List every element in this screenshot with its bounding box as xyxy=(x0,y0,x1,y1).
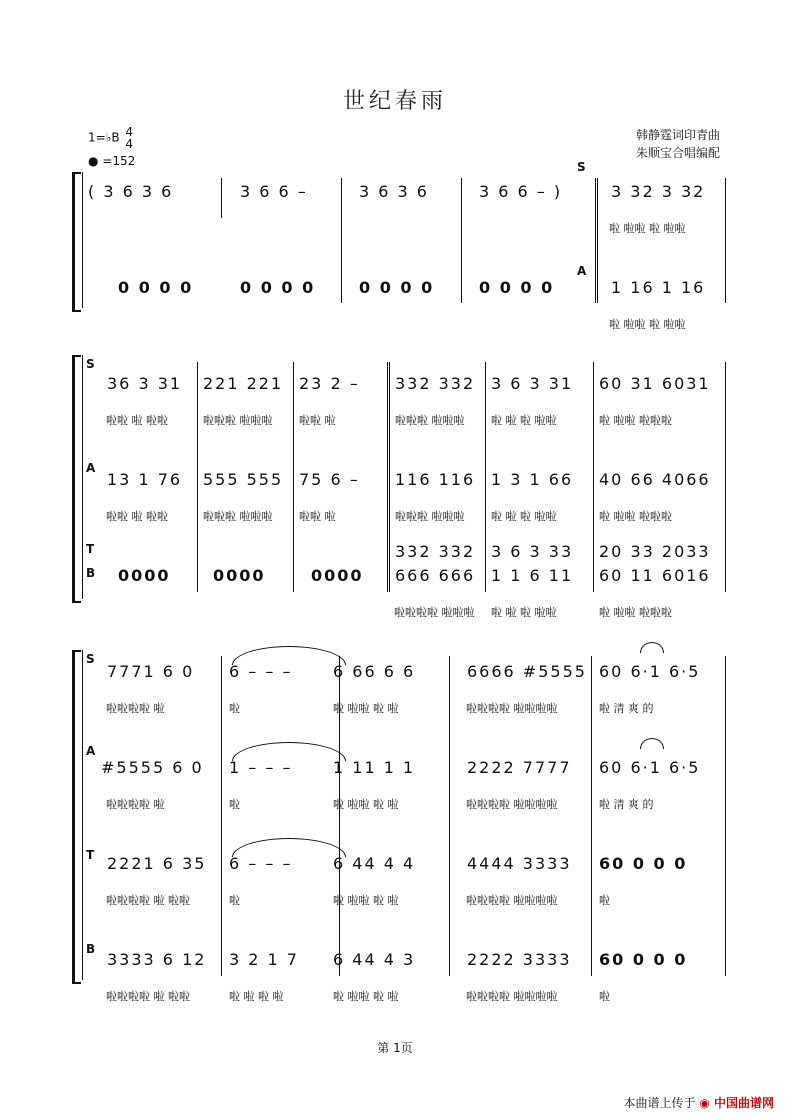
rest-measure: 0 0 0 0 xyxy=(359,278,435,297)
key-label: 1=♭B xyxy=(88,130,120,145)
system-line xyxy=(82,355,83,599)
barline xyxy=(221,178,222,218)
tenor-measure: 332 332 xyxy=(395,542,476,561)
system-brace xyxy=(72,650,81,984)
site-logo[interactable] xyxy=(699,1094,774,1111)
alto-measure: #5555 6 0 xyxy=(101,758,204,777)
soprano-lyric: 啦啦啦啦 啦啦啦啦 xyxy=(466,702,558,715)
soprano-measure: 6 66 6 6 xyxy=(333,662,416,681)
barline xyxy=(293,362,294,592)
alto-measure: 13 1 76 xyxy=(107,470,183,489)
bass-lyric: 啦 xyxy=(599,990,610,1003)
soprano-measure: 6666 #5555 xyxy=(467,662,587,681)
soprano-lyric: 啦 啦啦 啦 啦 xyxy=(333,702,399,715)
upload-credit xyxy=(623,1094,774,1111)
page-title: 世纪春雨 xyxy=(342,89,447,114)
soprano-lyric: 啦啦 啦 xyxy=(299,414,336,427)
intro-measure: 3 6 3 6 xyxy=(359,182,429,201)
tempo-mark xyxy=(88,154,135,168)
tenor-bass-lyric: 啦 啦 啦 啦啦 xyxy=(491,606,557,619)
alto-measure: 555 555 xyxy=(203,470,284,489)
barline xyxy=(461,178,462,303)
barline xyxy=(387,362,388,592)
alto-lyric: 啦 啦啦 啦 啦 xyxy=(333,798,399,811)
soprano-measure: 3 6 3 31 xyxy=(491,374,574,393)
site-logo-text: 中国曲谱网 xyxy=(713,1096,774,1110)
key-signature xyxy=(88,126,133,150)
barline xyxy=(725,362,726,592)
page-number: 第 1页 xyxy=(377,1041,413,1055)
tenor-lyric: 啦 xyxy=(599,894,610,907)
barline xyxy=(389,362,390,592)
tenor-measure: 2221 6 35 xyxy=(107,854,207,873)
bass-measure: 2222 3333 xyxy=(467,950,572,969)
soprano-lyric: 啦啦啦啦 啦 xyxy=(106,702,165,715)
alto-lyric: 啦啦 啦 啦啦 xyxy=(106,510,168,523)
bass-measure: 0000 xyxy=(311,566,364,585)
soprano-measure: 7771 6 0 xyxy=(107,662,195,681)
tenor-lyric: 啦啦啦啦 啦啦啦啦 xyxy=(466,894,558,907)
barline xyxy=(221,656,222,976)
soprano-lyric: 啦 清 爽 的 xyxy=(599,702,654,715)
alto-measure: 1 11 1 1 xyxy=(333,758,416,777)
soprano-measure: 6 – – – xyxy=(229,662,293,681)
alto-measure: 2222 7777 xyxy=(467,758,572,777)
upload-text: 本曲谱上传于 xyxy=(623,1096,696,1110)
soprano-measure: 332 332 xyxy=(395,374,476,393)
soprano-lyric: 啦啦 啦 啦啦 xyxy=(106,414,168,427)
alto-measure: 1 – – – xyxy=(229,758,293,777)
soprano-measure: 60 31 6031 xyxy=(599,374,711,393)
soprano-measure: 36 3 31 xyxy=(107,374,183,393)
bass-lyric: 啦啦啦啦 啦 啦啦 xyxy=(106,990,190,1003)
barline xyxy=(341,178,342,303)
bass-measure: 60 11 6016 xyxy=(599,566,711,585)
voice-label-alto: A xyxy=(86,461,96,475)
bass-measure: 0000 xyxy=(213,566,266,585)
barline xyxy=(725,178,726,303)
voice-label-soprano: S xyxy=(86,357,95,371)
bass-measure: 666 666 xyxy=(395,566,476,585)
system-brace xyxy=(72,172,81,312)
tie-slur xyxy=(640,642,664,653)
bass-measure: 3 2 1 7 xyxy=(229,950,299,969)
barline xyxy=(597,178,598,303)
tenor-measure: 20 33 2033 xyxy=(599,542,711,561)
tenor-measure: 6 – – – xyxy=(229,854,293,873)
intro-measure: 3 6 6 – xyxy=(240,182,308,201)
tenor-bass-lyric: 啦 啦啦 啦啦啦 xyxy=(599,606,672,619)
alto-measure: 1 3 1 66 xyxy=(491,470,574,489)
voice-label-tenor: T xyxy=(86,542,95,556)
rest-measure: 0 0 0 0 xyxy=(479,278,555,297)
bass-lyric: 啦啦啦啦 啦啦啦啦 xyxy=(466,990,558,1003)
credits xyxy=(636,126,720,162)
bass-measure: 6 44 4 3 xyxy=(333,950,416,969)
barline xyxy=(449,656,450,976)
alto-lyric: 啦 啦啦 啦 啦啦 xyxy=(609,318,686,331)
bass-measure: 1 1 6 11 xyxy=(491,566,574,585)
soprano-lyric: 啦 xyxy=(229,702,240,715)
voice-label-bass: B xyxy=(86,566,96,580)
rest-measure: 0 0 0 0 xyxy=(240,278,316,297)
tenor-measure: 4444 3333 xyxy=(467,854,572,873)
alto-measure: 116 116 xyxy=(395,470,476,489)
bass-lyric: 啦 啦啦 啦 啦 xyxy=(333,990,399,1003)
alto-notes: 1 16 1 16 xyxy=(611,278,706,297)
bass-measure: 3333 6 12 xyxy=(107,950,207,969)
tempo-value: =152 xyxy=(102,154,136,168)
soprano-lyric: 啦 啦 啦 啦啦 xyxy=(491,414,557,427)
soprano-measure: 60 6·1 6·5 xyxy=(599,662,701,681)
tenor-lyric: 啦 啦啦 啦 啦 xyxy=(333,894,399,907)
soprano-measure: 23 2 – xyxy=(299,374,360,393)
voice-label-soprano: S xyxy=(577,160,586,174)
barline xyxy=(595,178,596,303)
alto-lyric: 啦啦 啦 xyxy=(299,510,336,523)
intro-measure: 3 6 6 – ) xyxy=(479,182,563,201)
soprano-measure: 221 221 xyxy=(203,374,284,393)
tenor-measure: 6 44 4 4 xyxy=(333,854,416,873)
alto-lyric: 啦啦啦啦 啦 xyxy=(106,798,165,811)
soprano-lyric: 啦 啦啦 啦啦啦 xyxy=(599,414,672,427)
tenor-lyric: 啦啦啦啦 啦 啦啦 xyxy=(106,894,190,907)
lyricist-composer: 韩静霆词印青曲 xyxy=(635,128,720,142)
alto-lyric: 啦啦啦啦 啦啦啦啦 xyxy=(466,798,558,811)
rest-measure: 0 0 0 0 xyxy=(118,278,194,297)
alto-lyric: 啦 啦 啦 啦啦 xyxy=(491,510,557,523)
voice-label-alto: A xyxy=(577,264,587,278)
barline xyxy=(197,362,198,592)
voice-label-soprano: S xyxy=(86,652,95,666)
barline xyxy=(591,656,592,976)
bass-measure: 60 0 0 0 xyxy=(599,950,688,969)
voice-label-bass: B xyxy=(86,942,96,956)
time-sig-top: 4 xyxy=(125,125,134,139)
soprano-lyric: 啦啦啦 啦啦啦 xyxy=(395,414,465,427)
quarter-note-icon: ● xyxy=(88,154,99,168)
alto-lyric: 啦啦啦 啦啦啦 xyxy=(203,510,273,523)
arranger: 朱顺宝合唱编配 xyxy=(635,146,720,160)
bass-measure: 0000 xyxy=(118,566,171,585)
soprano-lyric: 啦啦啦 啦啦啦 xyxy=(203,414,273,427)
tenor-bass-lyric: 啦啦啦啦 啦啦啦 xyxy=(394,606,475,619)
voice-label-alto: A xyxy=(86,744,96,758)
tie-slur xyxy=(640,738,664,749)
system-line xyxy=(82,650,83,980)
intro-measure: ( 3 6 3 6 xyxy=(88,182,174,201)
voice-label-tenor: T xyxy=(86,848,95,862)
alto-lyric: 啦 啦啦 啦啦啦 xyxy=(599,510,672,523)
alto-measure: 60 6·1 6·5 xyxy=(599,758,701,777)
alto-measure: 75 6 – xyxy=(299,470,360,489)
tenor-measure: 60 0 0 0 xyxy=(599,854,688,873)
bass-lyric: 啦 啦 啦 啦 xyxy=(229,990,284,1003)
time-sig-bottom: 4 xyxy=(125,137,134,151)
site-logo-icon: ◉ xyxy=(699,1096,710,1110)
soprano-lyric: 啦 啦啦 啦 啦啦 xyxy=(609,222,686,235)
alto-lyric: 啦 xyxy=(229,798,240,811)
system-brace xyxy=(72,355,81,603)
alto-lyric: 啦 清 爽 的 xyxy=(599,798,654,811)
alto-lyric: 啦啦啦 啦啦啦 xyxy=(395,510,465,523)
soprano-notes: 3 32 3 32 xyxy=(611,182,706,201)
tenor-lyric: 啦 xyxy=(229,894,240,907)
system-line xyxy=(82,172,83,308)
tenor-measure: 3 6 3 33 xyxy=(491,542,574,561)
barline xyxy=(593,362,594,592)
barline xyxy=(485,362,486,592)
alto-measure: 40 66 4066 xyxy=(599,470,711,489)
barline xyxy=(725,656,726,976)
